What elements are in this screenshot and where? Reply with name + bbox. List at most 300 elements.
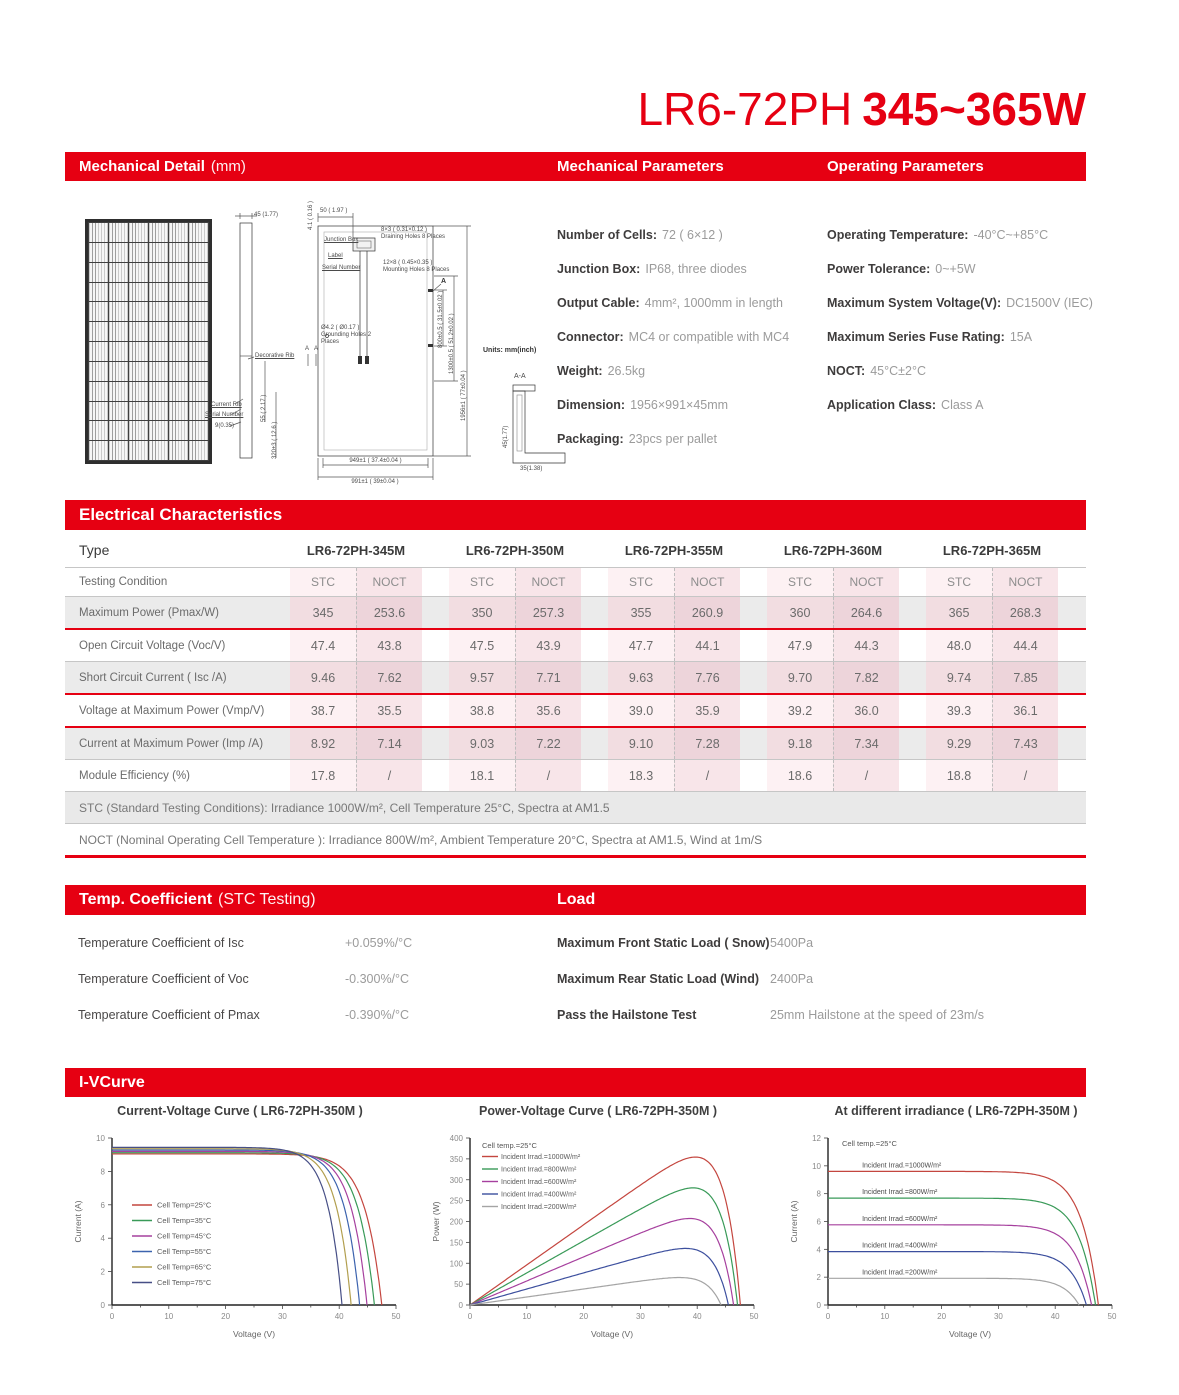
mechanical-parameter-item [557,432,789,446]
solar-cell [109,421,128,440]
svg-text:12: 12 [812,1134,821,1143]
svg-text:0: 0 [816,1301,821,1310]
solar-cell [149,263,168,282]
grounding-holes-dim: Ø4.2 ( Ø0.17 ) [321,325,360,331]
svg-text:40: 40 [334,1312,344,1321]
stc-value: 9.63 [608,662,674,693]
dimension-label: 4.1 ( 0.16 ) [308,200,314,230]
solar-cell [129,322,148,341]
iv-curve-charts [70,1104,1126,1345]
stc-value: 9.29 [926,728,992,759]
row-label: Current at Maximum Power (Imp /A) [79,737,264,750]
mechanical-parameter-value: IP68, three diodes [645,262,747,276]
noct-value: / [356,760,422,791]
mechanical-parameter-value: 4mm², 1000mm in length [644,296,783,310]
svg-text:Incident Irrad.=200W/m²: Incident Irrad.=200W/m² [862,1269,938,1277]
svg-text:2: 2 [100,1267,105,1277]
solar-cell [129,441,148,460]
operating-parameter-item [827,228,1093,242]
solar-cell [109,342,128,361]
banner-operating-parameters: Operating Parameters [827,158,984,175]
solar-cell [169,441,188,460]
row-label: Maximum Power (Pmax/W) [79,606,219,619]
model-header: LR6-72PH-350M [465,542,565,558]
operating-parameter-label: Power Tolerance: [827,262,931,276]
svg-text:Incident Irrad.=1000W/m²: Incident Irrad.=1000W/m² [862,1162,942,1170]
solar-cell [169,283,188,302]
noct-value: 35.9 [674,695,740,726]
dimension-label: 9(0.35) [215,423,235,429]
solar-cell [129,223,148,242]
dimension-label: 45(1.77) [503,425,509,448]
banner-mechanical-detail-label: Mechanical Detail [79,158,205,175]
operating-parameter-label: Application Class: [827,398,937,412]
temp-coefficient-value: +0.059%/°C [345,936,413,950]
mechanical-parameter-item [557,296,789,310]
solar-cell [149,342,168,361]
load-label: Pass the Hailstone Test [557,1008,697,1022]
solar-cell [189,263,208,282]
svg-text:50: 50 [454,1280,463,1290]
stc-value: 9.03 [449,728,515,759]
solar-cell [169,342,188,361]
svg-text:20: 20 [937,1312,947,1321]
value-group [449,728,581,759]
mechanical-parameter-item [557,228,789,242]
value-group [449,597,581,628]
load-value: 5400Pa [770,936,814,950]
stc-value: 38.8 [449,695,515,726]
chart-svg [786,1128,1126,1340]
noct-value: 36.1 [992,695,1058,726]
mechanical-parameter-label: Dimension: [557,398,626,412]
noct-value: 7.34 [833,728,899,759]
svg-text:Cell Temp=65°C: Cell Temp=65°C [157,1262,212,1272]
solar-cell [129,283,148,302]
chart-title: Current-Voltage Curve ( LR6-72PH-350M ) [117,1104,363,1118]
load-label: Maximum Front Static Load ( Snow) [557,936,770,950]
value-group [608,760,740,791]
noct-value: 43.8 [356,630,422,661]
svg-text:6: 6 [816,1217,821,1227]
mechanical-parameter-label: Connector: [557,330,624,344]
temp-coefficient-label: Temperature Coefficient of Isc [78,936,244,950]
page-title [637,84,1086,135]
operating-parameter-item [827,296,1093,310]
noct-value: 7.22 [515,728,581,759]
stc-value: 38.7 [290,695,356,726]
value-group [608,662,740,693]
condition-group [449,568,581,596]
noct-value: 257.3 [515,597,581,628]
solar-cell [149,283,168,302]
stc-header: STC [608,568,674,596]
value-group [926,728,1058,759]
operating-parameter-value: 15A [1009,330,1033,344]
noct-value: 7.85 [992,662,1058,693]
stc-value: 350 [449,597,515,628]
solar-cell [89,362,108,381]
solar-cell [189,382,208,401]
noct-header: NOCT [674,568,740,596]
solar-cell [89,441,108,460]
mechanical-parameter-label: Packaging: [557,432,624,446]
noct-value: / [674,760,740,791]
solar-cell [129,243,148,262]
solar-cell [169,263,188,282]
stc-value: 9.10 [608,728,674,759]
svg-text:8: 8 [100,1167,105,1177]
operating-parameter-item [827,330,1093,344]
solar-cell [89,223,108,242]
svg-text:10: 10 [522,1312,532,1321]
condition-group [767,568,899,596]
temp-coefficient-row [78,972,412,986]
solar-cell [189,421,208,440]
solar-cell [89,402,108,421]
section-cut-marker: A [314,346,319,352]
stc-value: 9.70 [767,662,833,693]
solar-cell [89,342,108,361]
solar-cell [169,223,188,242]
solar-cell [149,322,168,341]
solar-cell [169,322,188,341]
svg-text:0: 0 [825,1312,831,1321]
decorative-rib-label: Decorative Rib [255,353,295,359]
solar-cell [129,362,148,381]
label-tag: Label [328,253,343,259]
value-group [290,662,422,693]
solar-cell [89,421,108,440]
temp-coefficient-label: Temperature Coefficient of Voc [78,972,249,986]
operating-parameter-value: Class A [941,398,984,412]
svg-text:40: 40 [1050,1312,1060,1321]
dimension-label: 55 ( 2.17 ) [261,394,267,422]
svg-text:0: 0 [458,1301,463,1310]
chart-svg [428,1128,768,1340]
chart-title: Power-Voltage Curve ( LR6-72PH-350M ) [478,1104,718,1118]
electrical-characteristics-table [65,533,1086,858]
svg-text:400: 400 [449,1134,463,1143]
svg-text:50: 50 [391,1312,401,1321]
mechanical-parameter-item [557,398,789,412]
model-header: LR6-72PH-365M [942,542,1042,558]
value-group [290,630,422,661]
temp-coefficient-list [78,936,412,1044]
svg-text:6: 6 [100,1200,105,1210]
type-header: Type [79,542,110,558]
value-group [926,597,1058,628]
page-title-model: LR6-72PH [637,83,853,135]
stc-value: 18.1 [449,760,515,791]
solar-cell [149,362,168,381]
temp-coefficient-row [78,936,412,950]
solar-cell [129,263,148,282]
operating-parameter-item [827,398,1093,412]
testing-condition-header: Testing Condition [79,576,168,588]
stc-value: 39.3 [926,695,992,726]
power-voltage-chart [428,1104,768,1345]
noct-value: / [833,760,899,791]
model-header: LR6-72PH-360M [783,542,883,558]
solar-cell [189,342,208,361]
svg-text:Incident Irrad.=800W/m²: Incident Irrad.=800W/m² [862,1189,938,1197]
operating-parameter-label: NOCT: [827,364,866,378]
stc-value: 47.7 [608,630,674,661]
svg-text:Incident Irrad.=400W/m²: Incident Irrad.=400W/m² [501,1191,577,1199]
banner-mechanical-detail-suffix: (mm) [210,158,246,175]
svg-text:20: 20 [579,1312,589,1321]
solar-cell [129,342,148,361]
load-row [557,1008,984,1022]
stc-value: 345 [290,597,356,628]
svg-text:Incident Irrad.=600W/m²: Incident Irrad.=600W/m² [501,1179,577,1186]
mounting-holes-label: Mounting Holes 8 Places [383,267,450,273]
svg-text:300: 300 [449,1175,463,1185]
svg-text:Voltage (V): Voltage (V) [590,1329,634,1339]
solar-cell [169,421,188,440]
svg-text:0: 0 [109,1312,115,1321]
noct-value: 7.62 [356,662,422,693]
value-group [290,728,422,759]
section-banner-temp-load [65,885,1086,915]
svg-text:Power (W): Power (W) [431,1201,441,1242]
solar-cell [89,283,108,302]
noct-header: NOCT [992,568,1058,596]
svg-text:150: 150 [449,1238,463,1248]
grounding-holes-label: Grounding Holes 2 Places [321,332,372,346]
load-value: 2400Pa [770,972,814,986]
svg-text:10: 10 [164,1312,174,1321]
svg-text:2: 2 [816,1273,821,1283]
value-group [449,662,581,693]
units-label: Units: mm(inch) [483,347,537,354]
table-row [65,628,1086,661]
value-group [926,695,1058,726]
svg-text:Cell temp.=25°C: Cell temp.=25°C [482,1141,537,1150]
solar-cell [149,441,168,460]
solar-cell [89,302,108,321]
operating-parameters-list [827,228,1093,432]
solar-cell [109,283,128,302]
value-group [449,695,581,726]
noct-value: 44.4 [992,630,1058,661]
model-header: LR6-72PH-355M [624,542,724,558]
mechanical-parameter-value: 23pcs per pallet [628,432,717,446]
stc-value: 39.2 [767,695,833,726]
chart-plot [428,1128,768,1345]
stc-value: 47.4 [290,630,356,661]
value-group [767,760,899,791]
noct-value: 260.9 [674,597,740,628]
stc-header: STC [926,568,992,596]
solar-cell [129,382,148,401]
mechanical-parameter-value: 1956×991×45mm [630,398,729,412]
solar-cell [169,243,188,262]
solar-cell [189,322,208,341]
value-group [926,630,1058,661]
dimension-label: 800±0.5 ( 31.5±0.02 ) [438,290,444,348]
mechanical-parameter-value: MC4 or compatible with MC4 [628,330,790,344]
solar-cell [189,441,208,460]
solar-cell [149,302,168,321]
condition-group [290,568,422,596]
solar-cell [89,322,108,341]
svg-text:4: 4 [816,1245,821,1255]
operating-parameter-item [827,262,1093,276]
solar-cell [169,382,188,401]
svg-text:Cell Temp=45°C: Cell Temp=45°C [157,1231,212,1241]
noct-value: / [992,760,1058,791]
svg-text:4: 4 [100,1234,105,1244]
section-banner-iv-curve [65,1068,1086,1097]
solar-cell [109,362,128,381]
value-group [608,728,740,759]
noct-value: 44.3 [833,630,899,661]
value-group [290,760,422,791]
table-row [65,726,1086,759]
stc-value: 47.9 [767,630,833,661]
svg-text:Cell Temp=55°C: Cell Temp=55°C [157,1247,212,1256]
mechanical-parameter-item [557,364,789,378]
value-group [290,597,422,628]
load-value: 25mm Hailstone at the speed of 23m/s [770,1008,985,1022]
banner-mechanical-parameters: Mechanical Parameters [557,158,724,175]
table-row [65,596,1086,628]
value-group [926,662,1058,693]
noct-header: NOCT [356,568,422,596]
table-row-testing-condition [65,567,1086,596]
dimension-label: 949±1 ( 37.4±0.04 ) [349,458,402,464]
mechanical-parameter-label: Junction Box: [557,262,641,276]
svg-text:40: 40 [692,1312,702,1321]
stc-header: STC [290,568,356,596]
detail-marker-a: A [441,278,447,285]
stc-header: STC [449,568,515,596]
operating-parameter-item [827,364,1093,378]
svg-text:Voltage (V): Voltage (V) [232,1329,276,1339]
chart-plot [70,1128,410,1345]
svg-text:50: 50 [1107,1312,1117,1321]
svg-text:Current (A): Current (A) [789,1200,799,1243]
svg-text:10: 10 [96,1134,105,1143]
solar-cell [189,223,208,242]
noct-header: NOCT [833,568,899,596]
noct-value: 7.28 [674,728,740,759]
solar-cell [129,402,148,421]
temp-coefficient-value: -0.390%/°C [345,1008,410,1022]
stc-value: 18.3 [608,760,674,791]
row-label: Open Circuit Voltage (Voc/V) [79,639,226,652]
table-row [65,661,1086,693]
svg-text:30: 30 [635,1312,645,1321]
solar-cell [129,421,148,440]
table-row [65,693,1086,726]
value-group [767,630,899,661]
operating-parameter-value: DC1500V (IEC) [1006,296,1093,310]
solar-cell [169,302,188,321]
dimension-label: 320±3 ( 12.6 ) [272,421,278,459]
dimension-label: 1300±0.5 ( 51.2±0.02 ) [449,313,455,374]
temp-coefficient-row [78,1008,412,1022]
value-group [767,695,899,726]
stc-value: 355 [608,597,674,628]
serial-number-label: Serial Number [322,265,361,271]
serial-number-side-label: Serial Number [205,412,244,418]
solar-cell [189,283,208,302]
chart-svg [70,1128,410,1340]
noct-value: / [515,760,581,791]
noct-value: 44.1 [674,630,740,661]
svg-text:20: 20 [221,1312,231,1321]
solar-cell [149,402,168,421]
load-row [557,936,984,950]
page-title-power: 345~365W [862,83,1086,135]
svg-text:Incident Irrad.=800W/m²: Incident Irrad.=800W/m² [501,1166,577,1174]
condition-group [608,568,740,596]
solar-cell [109,322,128,341]
solar-cell [109,263,128,282]
noct-value: 35.6 [515,695,581,726]
section-title: A-A [514,373,526,380]
current-voltage-chart [70,1104,410,1345]
table-row-type [65,533,1086,567]
stc-value: 39.0 [608,695,674,726]
mounting-holes-dim: 12×8 ( 0.45×0.35 ) [383,260,433,266]
module-front-view [85,219,212,464]
noct-value: 36.0 [833,695,899,726]
svg-text:Voltage (V): Voltage (V) [948,1329,992,1339]
mechanical-parameter-label: Weight: [557,364,603,378]
svg-text:100: 100 [449,1259,463,1269]
noct-value: 7.14 [356,728,422,759]
solar-cell [149,223,168,242]
svg-text:Incident Irrad.=1000W/m²: Incident Irrad.=1000W/m² [501,1154,581,1161]
svg-text:0: 0 [100,1301,105,1310]
svg-text:Incident Irrad.=400W/m²: Incident Irrad.=400W/m² [862,1242,938,1250]
svg-text:10: 10 [812,1161,821,1171]
stc-value: 47.5 [449,630,515,661]
svg-text:350: 350 [449,1154,463,1164]
noct-value: 43.9 [515,630,581,661]
value-group [767,662,899,693]
mechanical-parameter-value: 72 ( 6×12 ) [662,228,723,242]
stc-value: 9.18 [767,728,833,759]
operating-parameter-label: Operating Temperature: [827,228,969,242]
stc-value: 9.74 [926,662,992,693]
table-row [65,759,1086,791]
noct-note: NOCT (Nominal Operating Cell Temperature ): Irradiance 800W/m², Ambient Temperature 20°C, Spectra at AM1.5, Wind at 1m/S [65,823,1086,858]
banner-temp-coefficient [79,885,316,915]
svg-text:8: 8 [816,1189,821,1199]
svg-text:Cell Temp=75°C: Cell Temp=75°C [157,1278,212,1287]
noct-value: 7.82 [833,662,899,693]
banner-electrical-characteristics: Electrical Characteristics [79,505,283,524]
solar-cell [149,421,168,440]
banner-mechanical-detail [79,152,246,181]
dimension-label: 991±1 ( 39±0.04 ) [351,479,399,485]
section-banner-electrical [65,500,1086,530]
chart-plot [786,1128,1126,1345]
stc-value: 360 [767,597,833,628]
banner-iv-curve: I-VCurve [79,1073,145,1091]
svg-text:50: 50 [749,1312,759,1321]
dimension-label: 45 (1.77) [254,212,279,218]
svg-text:Cell temp.=25°C: Cell temp.=25°C [842,1139,897,1148]
solar-cell [149,243,168,262]
condition-group [926,568,1058,596]
svg-text:250: 250 [449,1196,463,1206]
